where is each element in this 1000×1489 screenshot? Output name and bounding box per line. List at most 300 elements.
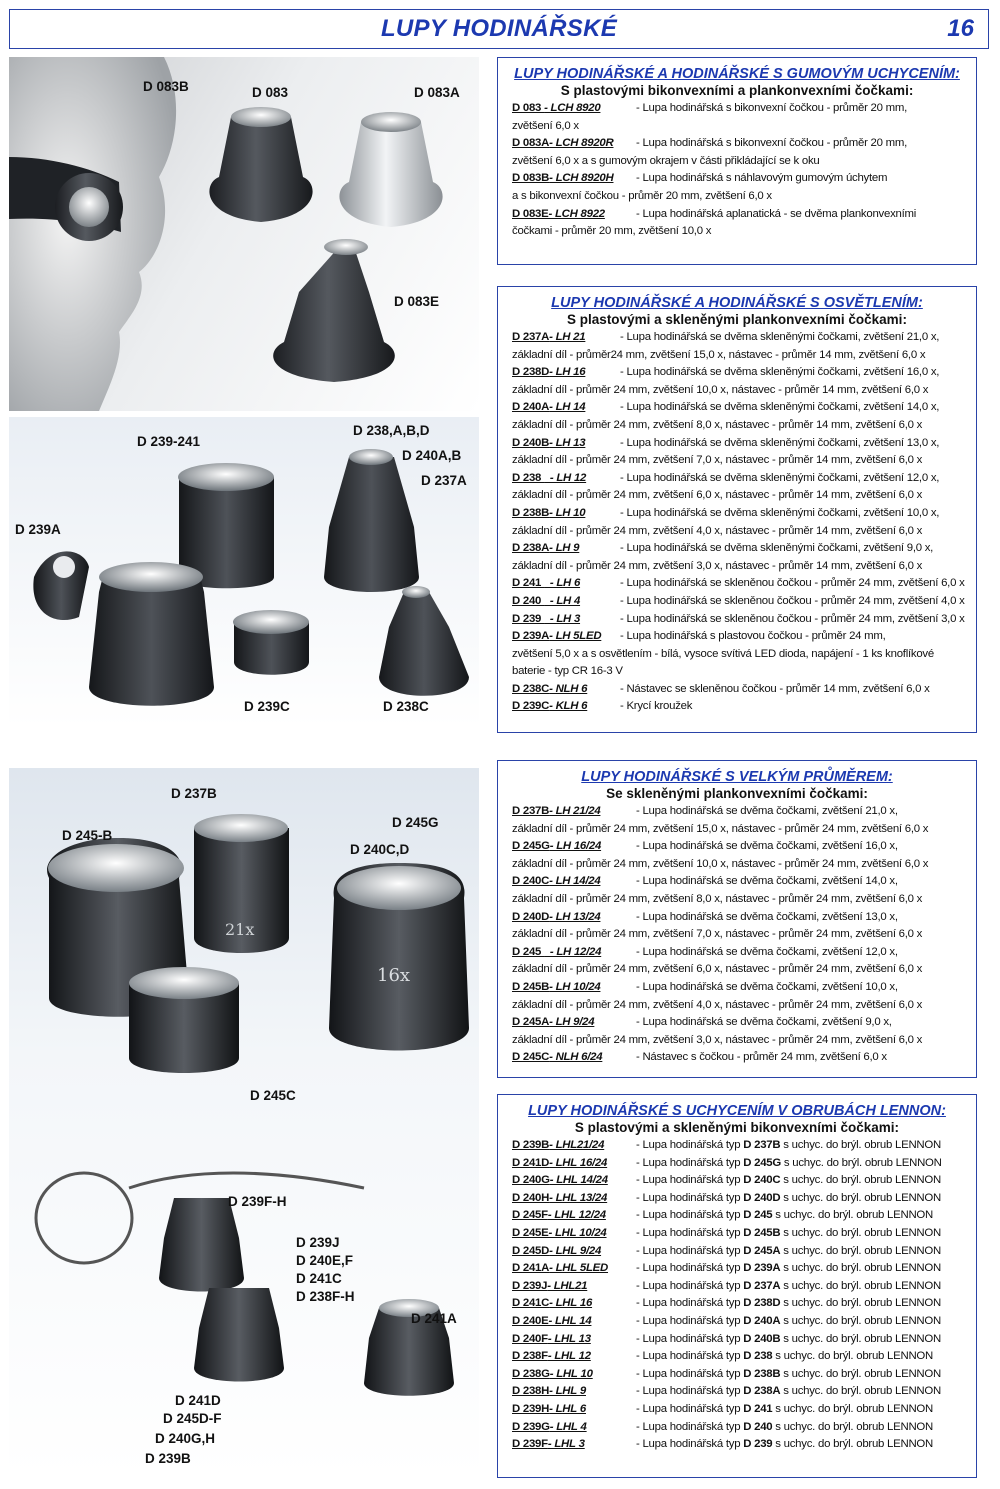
catalog-number: - LH 9 — [549, 542, 580, 555]
product-description: - Lupa hodinářská typ — [636, 1332, 744, 1345]
product-row — [512, 1419, 976, 1437]
product-code — [512, 206, 636, 224]
product-description: - Lupa hodinářská typ — [636, 1244, 744, 1257]
catalog-number: - LHL 14 — [548, 1314, 592, 1327]
product-row — [512, 1383, 976, 1401]
product-description: s uchyc. do brýl. obrub LENNON — [772, 1209, 934, 1222]
product-row — [512, 961, 976, 979]
product-description: - Lupa hodinářská s bikonvexní čočkou - průměr 20 mm, — [636, 102, 908, 114]
catalog-number: - LH 6 — [544, 577, 581, 590]
product-row — [512, 1331, 976, 1349]
catalog-number: - LHL 16/24 — [549, 1156, 608, 1169]
page-header — [9, 9, 989, 49]
product-code — [512, 1295, 636, 1313]
product-code-id: D 083A — [512, 137, 550, 150]
product-row — [512, 698, 976, 716]
product-row — [512, 1260, 976, 1278]
photo-large-loupes-illustration — [9, 768, 479, 1478]
catalog-number: - LHL 14/24 — [549, 1174, 608, 1187]
product-code-id: D 239J — [512, 1279, 548, 1292]
section-large-diameter-loupes — [497, 760, 977, 1078]
photo-label: D 238C — [383, 699, 429, 714]
product-code-id: D 240G — [512, 1174, 550, 1187]
product-code-id: D 245E — [512, 1226, 549, 1239]
product-row — [512, 1049, 976, 1067]
product-code-id: D 240E — [512, 1314, 549, 1327]
product-description: - Lupa hodinářská typ — [636, 1367, 744, 1380]
product-row — [512, 926, 976, 944]
product-code — [512, 1366, 636, 1384]
product-description: - Lupa hodinářská se dvěma skleněnými čočkami, zvětšení 14,0 x, — [620, 401, 940, 414]
product-description: s uchyc. do brýl. obrub LENNON — [780, 1226, 941, 1239]
product-description: s uchyc. do brýl. obrub LENNON — [780, 1367, 941, 1380]
product-description: - Lupa hodinářská typ — [636, 1314, 744, 1327]
photo-label: D 083A — [414, 85, 460, 100]
product-code-id: D 240B — [512, 436, 550, 449]
product-row — [512, 1401, 976, 1419]
product-row — [512, 558, 976, 576]
product-row — [512, 1190, 976, 1208]
product-code — [512, 1225, 636, 1243]
catalog-number: - KLH 6 — [549, 700, 588, 713]
catalog-number: - LH 10/24 — [549, 980, 601, 993]
product-code-id: D 238D — [512, 366, 550, 379]
catalog-number: - LHL 9/24 — [549, 1244, 602, 1257]
catalog-number: - LHL 13 — [547, 1332, 591, 1345]
product-description: základní díl - průměr24 mm, zvětšení 15,0 x, nástavec - průměr 14 mm, zvětšení 6,0 x — [512, 348, 926, 361]
product-code-id: D 239H — [512, 1402, 550, 1415]
product-code-id: D 083E — [512, 207, 549, 220]
product-code-id: D 239F — [512, 1438, 548, 1451]
product-code — [512, 1278, 636, 1296]
catalog-number: - LHL 12/24 — [547, 1209, 606, 1222]
product-description: s uchyc. do brýl. obrub LENNON — [780, 1385, 941, 1398]
product-description: - Lupa hodinářská typ — [636, 1226, 744, 1239]
product-description: základní díl - průměr 24 mm, zvětšení 6,0 x, nástavec - průměr 24 mm, zvětšení 6,0 x — [512, 963, 923, 976]
base-type: D 240C — [743, 1174, 781, 1187]
section-subtitle: Se skleněnými plankonvexními čočkami: — [606, 786, 868, 801]
product-code — [512, 1049, 636, 1067]
section-title: LUPY HODINÁŘSKÉ A HODINÁŘSKÉ S GUMOVÝM UCHYCENÍM: — [514, 66, 960, 82]
section-title: LUPY HODINÁŘSKÉ A HODINÁŘSKÉ S OSVĚTLENÍM: — [551, 295, 923, 311]
product-description: - Lupa hodinářská se dvěma skleněnými čočkami, zvětšení 10,0 x, — [620, 506, 940, 519]
product-code-id: D 240H — [512, 1191, 550, 1204]
section-lennon-frame-loupes — [497, 1094, 977, 1478]
product-code — [512, 628, 620, 646]
product-code — [512, 170, 636, 188]
catalog-number: - LH 12/24 — [544, 945, 602, 958]
product-description: základní díl - průměr 24 mm, zvětšení 6,0 x, nástavec - průměr 14 mm, zvětšení 6,0 x — [512, 489, 923, 502]
base-type: D 245A — [743, 1244, 781, 1257]
base-type: D 245G — [743, 1156, 781, 1169]
product-description: čočkami - průměr 20 mm, zvětšení 10,0 x — [512, 225, 712, 238]
photo-label: D 237A — [421, 473, 467, 488]
product-row — [512, 417, 976, 435]
photo-label: D 239F-H — [228, 1194, 287, 1209]
product-row — [512, 1155, 976, 1173]
photo-label: D 245D-F — [163, 1411, 222, 1426]
catalog-number: - LCH 8920R — [549, 137, 614, 150]
product-code-id: D 240D — [512, 910, 550, 923]
catalog-number: - LCH 8920 — [544, 102, 601, 114]
product-description: - Lupa hodinářská typ — [636, 1297, 744, 1310]
product-row — [512, 856, 976, 874]
product-description: a s bikonvexní čočkou - průměr 20 mm, zvětšení 6,0 x — [512, 189, 772, 202]
product-row — [512, 803, 976, 821]
magnification-mark: 16x — [377, 965, 411, 986]
product-row — [512, 646, 976, 664]
product-code-id: D 240C — [512, 875, 550, 888]
product-description: - Lupa hodinářská se dvěma skleněnými čočkami, zvětšení 9,0 x, — [620, 542, 934, 555]
product-row — [512, 681, 976, 699]
base-type: D 238B — [743, 1367, 781, 1380]
product-description: základní díl - průměr 24 mm, zvětšení 7,0 x, nástavec - průměr 24 mm, zvětšení 6,0 x — [512, 928, 923, 941]
product-code-id: D 240F — [512, 1332, 548, 1345]
product-description: s uchyc. do brýl. obrub LENNON — [780, 1332, 941, 1345]
product-row — [512, 170, 976, 188]
product-code-id: D 239G — [512, 1420, 550, 1433]
product-description: - Lupa hodinářská typ — [636, 1191, 744, 1204]
product-row — [512, 944, 976, 962]
catalog-number: - LH 16/24 — [549, 840, 602, 853]
product-description: s uchyc. do brýl. obrub LENNON — [780, 1174, 941, 1187]
product-description: - Lupa hodinářská se dvěma skleněnými čočkami, zvětšení 13,0 x, — [620, 436, 940, 449]
product-description: - Lupa hodinářská typ — [636, 1262, 744, 1275]
catalog-number: - LHL 3 — [547, 1438, 585, 1451]
base-type: D 239A — [743, 1262, 781, 1275]
product-code — [512, 979, 636, 997]
catalog-number: - LHL 4 — [549, 1420, 587, 1433]
catalog-number: - LHL 12 — [547, 1350, 591, 1363]
product-code — [512, 698, 620, 716]
product-description: základní díl - průměr 24 mm, zvětšení 3,0 x, nástavec - průměr 24 mm, zvětšení 6,0 x — [512, 1033, 923, 1046]
product-description: - Lupa hodinářská se dvěma skleněnými čočkami, zvětšení 12,0 x, — [620, 471, 940, 484]
photo-label: D 241D — [175, 1393, 221, 1408]
product-code — [512, 909, 636, 927]
base-type: D 238 — [743, 1350, 773, 1363]
product-code — [512, 1155, 636, 1173]
product-code-id: D 241 — [512, 577, 545, 590]
product-code — [512, 1383, 636, 1401]
product-description: zvětšení 5,0 x a s osvětlením - bílá, vysoce svítivá LED dioda, napájení - 1 ks knoflíkové — [512, 647, 934, 660]
product-code-id: D 238H — [512, 1385, 550, 1398]
photo-label: D 239J — [296, 1235, 340, 1250]
product-code — [512, 100, 636, 118]
photo-label: D 245C — [250, 1088, 296, 1103]
product-code-id: D 239B — [512, 1139, 550, 1151]
product-description: - Lupa hodinářská typ — [636, 1279, 744, 1292]
page-title: LUPY HODINÁŘSKÉ — [380, 15, 618, 42]
photo-label: D 083E — [394, 294, 440, 309]
product-code-id: D 238F — [512, 1350, 548, 1363]
product-code — [512, 803, 636, 821]
photo-label: D 241A — [411, 1311, 457, 1326]
product-row — [512, 540, 976, 558]
product-code — [512, 364, 620, 382]
section-subtitle: S plastovými a skleněnými plankonvexními čočkami: — [567, 312, 907, 327]
product-row — [512, 611, 976, 629]
product-code-id: D 238G — [512, 1367, 550, 1380]
product-description: - Lupa hodinářská se dvěma čočkami, zvětšení 9,0 x, — [636, 1016, 892, 1029]
product-description: - Nástavec se skleněnou čočkou - průměr 14 mm, zvětšení 6,0 x — [620, 682, 930, 695]
product-description: - Krycí kroužek — [620, 700, 693, 713]
product-code — [512, 329, 620, 347]
catalog-number: - LHL 9 — [549, 1385, 586, 1398]
section-title: LUPY HODINÁŘSKÉ S VELKÝM PRŮMĚREM: — [581, 769, 893, 785]
product-description: - Nástavec s čočkou - průměr 24 mm, zvětšení 6,0 x — [636, 1051, 887, 1064]
section-rubber-loupes — [497, 57, 977, 265]
product-code — [512, 1243, 636, 1261]
product-description: s uchyc. do brýl. obrub LENNON — [780, 1297, 941, 1310]
product-code-id: D 245G — [512, 840, 550, 853]
product-code — [512, 470, 620, 488]
product-code — [512, 1419, 636, 1437]
product-description: základní díl - průměr 24 mm, zvětšení 10,0 x, nástavec - průměr 14 mm, zvětšení 6,0 x — [512, 383, 929, 396]
product-row — [512, 909, 976, 927]
base-type: D 240D — [743, 1191, 781, 1204]
base-type: D 245B — [743, 1226, 781, 1239]
section-subtitle: S plastovými bikonvexními a plankonvexními čočkami: — [560, 83, 914, 98]
product-code — [512, 611, 620, 629]
base-type: D 238D — [743, 1297, 781, 1310]
product-description: s uchyc. do brýl. obrub LENNON — [780, 1244, 941, 1257]
catalog-number: - LH 13/24 — [549, 910, 601, 923]
product-code — [512, 575, 620, 593]
photo-label: D 238,A,B,D — [353, 423, 430, 438]
product-code — [512, 1260, 636, 1278]
product-row — [512, 1014, 976, 1032]
product-code-id: D 238C — [512, 682, 550, 695]
product-description: základní díl - průměr 24 mm, zvětšení 8,0 x, nástavec - průměr 24 mm, zvětšení 6,0 x — [512, 892, 923, 905]
product-code-id: D 245B — [512, 980, 550, 993]
product-code — [512, 1313, 636, 1331]
product-row — [512, 663, 976, 681]
base-type: D 241 — [743, 1402, 773, 1415]
catalog-number: - LHL 10/24 — [548, 1226, 607, 1239]
product-description: - Lupa hodinářská typ — [636, 1420, 744, 1433]
product-code — [512, 944, 636, 962]
product-row — [512, 997, 976, 1015]
catalog-number: - LCH 8922 — [548, 207, 605, 220]
product-description: - Lupa hodinářská s bikonvexní čočkou - průměr 20 mm, — [636, 137, 908, 150]
catalog-number: - LH 21 — [549, 331, 586, 343]
product-code — [512, 505, 620, 523]
product-description: základní díl - průměr 24 mm, zvětšení 3,0 x, nástavec - průměr 14 mm, zvětšení 6,0 x — [512, 559, 923, 572]
product-code-id: D 237A — [512, 331, 550, 343]
product-list — [512, 100, 976, 241]
photo-label: D 240C,D — [350, 842, 410, 857]
product-row — [512, 1313, 976, 1331]
product-description: - Lupa hodinářská se skleněnou čočkou - průměr 24 mm, zvětšení 4,0 x — [620, 594, 965, 607]
base-type: D 245 — [743, 1209, 773, 1222]
product-row — [512, 452, 976, 470]
product-code-id: D 241D — [512, 1156, 550, 1169]
product-description: - Lupa hodinářská se skleněnou čočkou - průměr 24 mm, zvětšení 3,0 x — [620, 612, 965, 625]
product-code — [512, 838, 636, 856]
product-code — [512, 1436, 636, 1454]
page-number: 16 — [947, 15, 974, 42]
catalog-number: - LH 3 — [544, 612, 581, 625]
product-list — [512, 1137, 976, 1454]
product-code — [512, 435, 620, 453]
product-code-id: D 245 — [512, 945, 545, 958]
photo-eye-loupes-illustration — [9, 57, 479, 411]
product-row — [512, 435, 976, 453]
photo-label: D 240E,F — [296, 1253, 354, 1268]
product-code — [512, 873, 636, 891]
product-code-id: D 238 — [512, 471, 545, 484]
product-description: - Lupa hodinářská se dvěma čočkami, zvětšení 12,0 x, — [636, 945, 898, 958]
product-description: - Lupa hodinářská se dvěma čočkami, zvětšení 10,0 x, — [636, 980, 898, 993]
product-row — [512, 470, 976, 488]
product-code-id: D 240A — [512, 401, 550, 414]
section-title: LUPY HODINÁŘSKÉ S UCHYCENÍM V OBRUBÁCH LENNON: — [528, 1103, 946, 1119]
photo-eye-loupes — [9, 57, 479, 411]
photo-label: D 240A,B — [402, 448, 462, 463]
product-row — [512, 523, 976, 541]
product-row — [512, 223, 976, 241]
catalog-number: - LHL21/24 — [549, 1139, 605, 1151]
product-description: - Lupa hodinářská typ — [636, 1139, 744, 1151]
section-subtitle: S plastovými a skleněnými bikonvexními čočkami: — [574, 1120, 900, 1135]
catalog-number: - LHL21 — [547, 1279, 588, 1292]
product-row — [512, 979, 976, 997]
product-code-id: D 245A — [512, 1016, 550, 1029]
product-row — [512, 1137, 976, 1155]
product-row — [512, 1278, 976, 1296]
product-description: - Lupa hodinářská typ — [636, 1156, 744, 1169]
product-row — [512, 628, 976, 646]
catalog-number: - LH 10 — [549, 506, 586, 519]
product-list — [512, 803, 976, 1067]
product-row — [512, 1225, 976, 1243]
product-row — [512, 593, 976, 611]
product-row — [512, 1295, 976, 1313]
catalog-number: - LHL 10 — [549, 1367, 593, 1380]
product-code-id: D 237B — [512, 805, 550, 817]
product-description: s uchyc. do brýl. obrub LENNON — [780, 1262, 941, 1275]
photo-label: D 239-241 — [137, 434, 201, 449]
catalog-number: - LH 16 — [549, 366, 586, 379]
base-type: D 237A — [743, 1279, 781, 1292]
product-row — [512, 135, 976, 153]
catalog-number: - LH 9/24 — [549, 1016, 595, 1029]
photo-label: D 239B — [145, 1451, 191, 1466]
base-type: D 240B — [743, 1332, 781, 1345]
product-code-id: D 239A — [512, 630, 550, 643]
product-code-id: D 239 — [512, 612, 545, 625]
product-description: - Lupa hodinářská typ — [636, 1350, 744, 1363]
photo-label: D 237B — [171, 786, 217, 801]
product-code — [512, 1014, 636, 1032]
product-code — [512, 681, 620, 699]
product-code — [512, 1207, 636, 1225]
product-row — [512, 1172, 976, 1190]
base-type: D 239 — [743, 1438, 773, 1451]
product-code-id: D 239C — [512, 700, 550, 713]
catalog-number: - LHL 6 — [549, 1402, 586, 1415]
product-description: - Lupa hodinářská se skleněnou čočkou - průměr 24 mm, zvětšení 6,0 x — [620, 577, 965, 590]
product-code-id: D 083B — [512, 172, 550, 185]
product-row — [512, 364, 976, 382]
product-row — [512, 838, 976, 856]
product-description: s uchyc. do brýl. obrub LENNON — [780, 1191, 941, 1204]
product-code — [512, 399, 620, 417]
product-row — [512, 1436, 976, 1454]
product-description: s uchyc. do brýl. obrub LENNON — [780, 1314, 941, 1327]
photo-label: D 245-B — [62, 828, 113, 843]
catalog-number: - LH 5LED — [549, 630, 602, 643]
product-row — [512, 188, 976, 206]
product-description: - Lupa hodinářská s náhlavovým gumovým úchytem — [636, 172, 888, 185]
product-description: - Lupa hodinářská se dvěma čočkami, zvětšení 16,0 x, — [636, 840, 898, 853]
product-description: s uchyc. do brýl. obrub LENNON — [780, 1139, 941, 1151]
product-description: základní díl - průměr 24 mm, zvětšení 8,0 x, nástavec - průměr 14 mm, zvětšení 6,0 x — [512, 418, 923, 431]
catalog-number: - LHL 5LED — [549, 1262, 609, 1275]
product-code-id: D 238A — [512, 542, 550, 555]
photo-label: D 239C — [244, 699, 290, 714]
product-description: - Lupa hodinářská se dvěma čočkami, zvětšení 21,0 x, — [636, 805, 898, 817]
catalog-number: - LH 13 — [549, 436, 586, 449]
base-type: D 237B — [743, 1139, 781, 1151]
magnification-mark: 21x — [225, 920, 255, 939]
product-code — [512, 1190, 636, 1208]
catalog-number: - NLH 6/24 — [549, 1051, 603, 1064]
product-code-id: D 240 — [512, 594, 545, 607]
product-row — [512, 1366, 976, 1384]
photo-label: D 241C — [296, 1271, 342, 1286]
catalog-number: - LH 21/24 — [549, 805, 601, 817]
product-row — [512, 1348, 976, 1366]
product-row — [512, 100, 976, 118]
product-code-id: D 245F — [512, 1209, 548, 1222]
product-code — [512, 1172, 636, 1190]
product-description: s uchyc. do brýl. obrub LENNON — [772, 1420, 934, 1433]
product-code — [512, 1331, 636, 1349]
product-code — [512, 135, 636, 153]
catalog-number: - NLH 6 — [549, 682, 588, 695]
product-description: baterie - typ CR 16-3 V — [512, 665, 623, 678]
photo-label: D 239A — [15, 522, 61, 537]
base-type: D 240 — [743, 1420, 773, 1433]
photo-label: D 240G,H — [155, 1431, 216, 1446]
product-description: s uchyc. do brýl. obrub LENNON — [772, 1350, 934, 1363]
product-code-id: D 241A — [512, 1262, 550, 1275]
catalog-number: - LHL 13/24 — [549, 1191, 608, 1204]
photo-label: D 238F-H — [296, 1289, 355, 1304]
catalog-number: - LH 14/24 — [549, 875, 601, 888]
product-row — [512, 118, 976, 136]
product-description: s uchyc. do brýl. obrub LENNON — [772, 1438, 934, 1451]
product-description: s uchyc. do brýl. obrub LENNON — [772, 1402, 934, 1415]
product-code-id: D 238B — [512, 506, 550, 519]
product-description: - Lupa hodinářská typ — [636, 1385, 744, 1398]
product-description: - Lupa hodinářská typ — [636, 1402, 744, 1415]
photo-label: D 083 — [252, 85, 289, 100]
product-row — [512, 1243, 976, 1261]
product-row — [512, 153, 976, 171]
product-row — [512, 891, 976, 909]
catalog-number: - LHL 16 — [549, 1297, 593, 1310]
product-code — [512, 593, 620, 611]
product-description: - Lupa hodinářská typ — [636, 1174, 744, 1187]
catalog-number: - LH 12 — [544, 471, 587, 484]
product-row — [512, 382, 976, 400]
product-row — [512, 873, 976, 891]
photo-large-loupes — [9, 768, 479, 1478]
product-description: - Lupa hodinářská typ — [636, 1209, 744, 1222]
catalog-number: - LCH 8920H — [549, 172, 614, 185]
